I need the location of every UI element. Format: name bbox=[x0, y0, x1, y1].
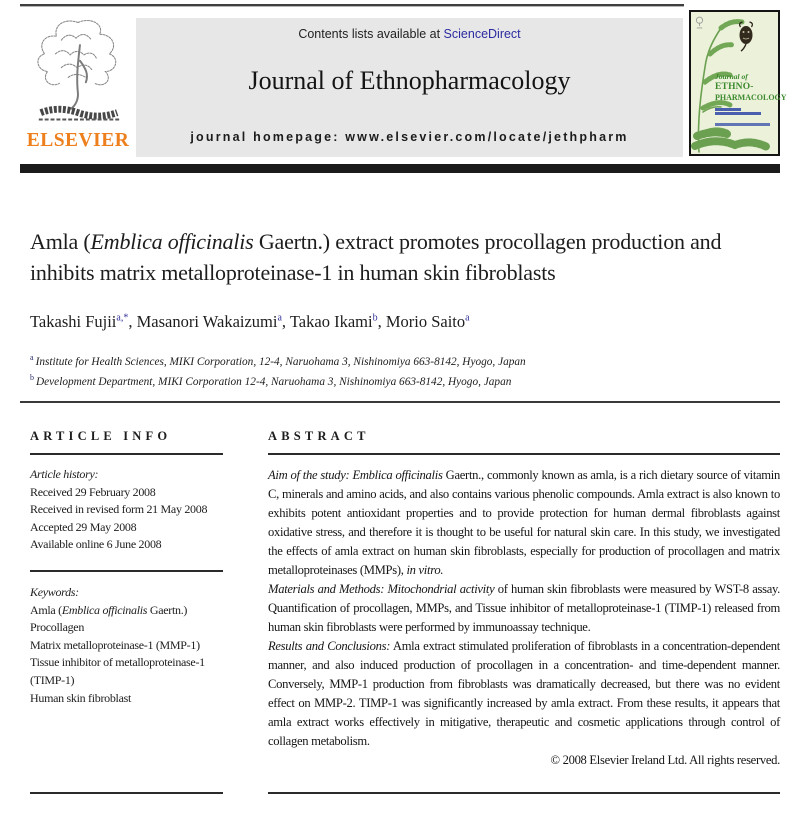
keyword-item: Human skin fibroblast bbox=[30, 690, 132, 705]
author-affiliation-sup[interactable]: b bbox=[372, 312, 378, 324]
bottom-divider-left bbox=[30, 792, 223, 794]
keyword-item: Tissue inhibitor of metalloproteinase-1 (TIMP-1) bbox=[30, 655, 205, 687]
author-affiliation-sup[interactable]: a bbox=[465, 312, 470, 324]
article-info-section bbox=[30, 429, 230, 707]
contents-line bbox=[136, 27, 683, 41]
cover-small-text-placeholder bbox=[715, 108, 741, 111]
article-title bbox=[30, 226, 786, 288]
history-item: Accepted 29 May 2008 bbox=[30, 519, 137, 534]
tribal-mask-icon bbox=[736, 21, 756, 53]
keyword-item: Amla (Emblica officinalis Gaertn.) bbox=[30, 602, 188, 617]
cover-title-line1: ETHNO- bbox=[715, 82, 754, 92]
header-divider-bar bbox=[20, 164, 780, 173]
top-divider bbox=[20, 4, 684, 7]
author: Takao Ikami$^b$, bbox=[289, 312, 386, 331]
elsevier-tree-icon bbox=[29, 12, 127, 132]
author-affiliation-sup[interactable]: a bbox=[277, 312, 282, 324]
abstract-text bbox=[268, 466, 780, 751]
copyright-line: © 2008 Elsevier Ireland Ltd. All rights reserved. bbox=[550, 753, 780, 767]
keyword-item: Matrix metalloproteinase-1 (MMP-1) bbox=[30, 637, 200, 652]
title-species-italic: Emblica officinalis bbox=[90, 229, 254, 254]
section-divider bbox=[20, 401, 780, 403]
article-history-label: Article history: bbox=[30, 467, 99, 481]
affiliations bbox=[30, 350, 770, 391]
bottom-divider-right bbox=[268, 792, 780, 794]
elsevier-logo[interactable] bbox=[22, 12, 134, 160]
cover-small-text-placeholder bbox=[715, 123, 770, 126]
author: Masanori Wakaizumi$^a$, bbox=[136, 312, 290, 331]
title-text: Amla ( bbox=[30, 229, 91, 254]
journal-cover-thumbnail[interactable] bbox=[689, 10, 787, 156]
cover-title-line2: PHARMACOLOGY bbox=[715, 93, 787, 102]
journal-banner bbox=[136, 18, 683, 157]
column-divider bbox=[30, 453, 223, 455]
abstract-heading: ABSTRACT bbox=[268, 429, 370, 443]
title-text-line2: inhibits matrix metalloproteinase-1 in human skin fibroblasts bbox=[30, 260, 556, 285]
title-text: Gaertn.) extract promotes procollagen production and bbox=[253, 229, 722, 254]
abstract-paragraph-aim: Aim of the study: Emblica officinalis Gaertn., commonly known as amla, is a rich dietary source of vitamin C, minerals and amino acids, and also contains various phenolic compounds. Amla extract is also known to exhibits potent antioxidant properties and to provide protection for human dermal fibroblasts against oxidative stress, and therefore it is thought to be useful for natural skin care. In this study, we investigated the effects of amla extract on human skin fibroblasts, especially for production of procollagen and matrix metalloproteinases (MMPs), in vitro. bbox=[268, 468, 781, 577]
keyword-item: Procollagen bbox=[30, 620, 85, 635]
article-info-heading: ARTICLE INFO bbox=[30, 429, 172, 443]
cover-journal-of: Journal of bbox=[715, 72, 748, 81]
journal-title: Journal of Ethnopharmacology bbox=[248, 66, 571, 95]
author: Takashi Fujii$^{a,*}$, bbox=[30, 312, 137, 331]
contents-text: Contents lists available at bbox=[298, 27, 444, 41]
author: Morio Saito$^a$ bbox=[385, 312, 470, 331]
history-item: Received 29 February 2008 bbox=[30, 484, 156, 499]
column-divider bbox=[268, 453, 780, 455]
affiliation-line: $^a$ Institute for Health Sciences, MIKI Corporation, 12-4, Naruohama 3, Nishinomiya 663-8142, Hyogo, Japan bbox=[30, 353, 526, 368]
elsevier-mini-logo-icon bbox=[695, 16, 704, 29]
elsevier-logo-text: ELSEVIER bbox=[26, 130, 130, 151]
cover-small-text-placeholder bbox=[715, 112, 761, 115]
history-item: Available online 6 June 2008 bbox=[30, 537, 162, 552]
sciencedirect-link[interactable]: ScienceDirect bbox=[443, 27, 521, 41]
history-item: Received in revised form 21 May 2008 bbox=[30, 502, 208, 517]
abstract-paragraph-results: Results and Conclusions: Amla extract stimulated proliferation of fibroblasts in a concentration-dependent manner, and also induced production of procollagen in a concentration- and time-dependent manner. Conversely, MMP-1 production from fibroblasts was dramatically decreased, but there was no evident effect on MMP-2. TIMP-1 was significantly increased by amla extract. From these results, it appears that amla extract works effectively in mitigative, therapeutic and cosmetic applications through control of collagen metabolism. bbox=[268, 639, 780, 748]
affiliation-line: $^b$ Development Department, MIKI Corporation 12-4, Naruohama 3, Nishinomiya 663-8142, Hyogo, Japan bbox=[30, 373, 512, 389]
column-divider bbox=[30, 570, 223, 572]
author-list bbox=[30, 312, 770, 332]
journal-homepage-link[interactable]: journal homepage: www.elsevier.com/locate/jethpharm bbox=[190, 130, 629, 144]
abstract-section bbox=[268, 429, 780, 768]
abstract-paragraph-methods: Materials and Methods: Mitochondrial activity of human skin fibroblasts were measured by WST-8 assay. Quantification of procollagen, MMPs, and Tissue inhibitor of metalloproteinase-1 (TIMP-1) released from human skin fibroblasts were performed by immunoassay technique. bbox=[268, 582, 781, 634]
keywords-label: Keywords: bbox=[30, 584, 79, 599]
author-affiliation-sup[interactable]: a,* bbox=[116, 312, 129, 324]
